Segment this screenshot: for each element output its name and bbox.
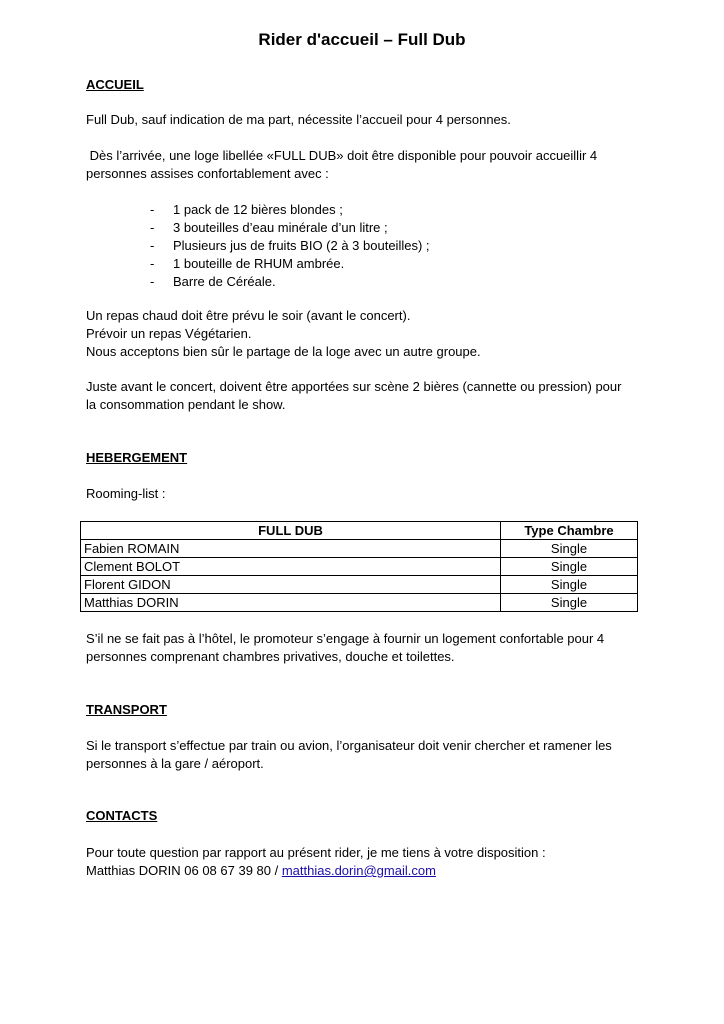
section-heading-transport: TRANSPORT bbox=[86, 702, 167, 717]
hebergement-note-line-2: personnes comprenant chambres privatives, douche et toilettes. bbox=[86, 649, 455, 664]
accueil-paragraph-5: Nous acceptons bien sûr le partage de la loge avec un autre groupe. bbox=[86, 344, 481, 359]
guest-name: Fabien ROMAIN bbox=[81, 540, 501, 558]
list-item bbox=[150, 237, 430, 255]
transport-line-2: personnes à la gare / aéroport. bbox=[86, 756, 264, 771]
list-item-text: 3 bouteilles d’eau minérale d’un litre ; bbox=[173, 220, 388, 235]
list-item-text: Plusieurs jus de fruits BIO (2 à 3 bouteilles) ; bbox=[173, 238, 430, 253]
contact-name-phone: Matthias DORIN 06 08 67 39 80 / bbox=[86, 863, 282, 878]
list-item-text: 1 pack de 12 bières blondes ; bbox=[173, 202, 343, 217]
accueil-paragraph-6-line-2: la consommation pendant le show. bbox=[86, 397, 286, 412]
table-row bbox=[81, 558, 638, 576]
document-title: Rider d'accueil – Full Dub bbox=[258, 30, 466, 49]
list-item bbox=[150, 201, 430, 219]
room-type: Single bbox=[501, 558, 638, 576]
transport-line-1: Si le transport s’effectue par train ou avion, l’organisateur doit venir chercher et ramener les bbox=[86, 738, 612, 753]
contacts-line-1: Pour toute question par rapport au présent rider, je me tiens à votre disposition : bbox=[86, 845, 546, 860]
room-type: Single bbox=[501, 576, 638, 594]
bullet-dash: - bbox=[150, 238, 155, 253]
list-item bbox=[150, 255, 430, 273]
list-item-text: 1 bouteille de RHUM ambrée. bbox=[173, 256, 345, 271]
list-item bbox=[150, 273, 430, 291]
contacts-line-2 bbox=[86, 862, 646, 880]
accueil-paragraph-4: Prévoir un repas Végétarien. bbox=[86, 326, 252, 341]
accueil-paragraph-1: Full Dub, sauf indication de ma part, nécessite l’accueil pour 4 personnes. bbox=[86, 112, 511, 127]
table-row bbox=[81, 594, 638, 612]
guest-name: Matthias DORIN bbox=[81, 594, 501, 612]
accueil-paragraph-3: Un repas chaud doit être prévu le soir (avant le concert). bbox=[86, 308, 411, 323]
bullet-dash: - bbox=[150, 274, 155, 289]
rooming-table bbox=[80, 521, 638, 612]
hebergement-note-line-1: S’il ne se fait pas à l’hôtel, le promoteur s’engage à fournir un logement confortable pour 4 bbox=[86, 631, 605, 646]
guest-name: Florent GIDON bbox=[81, 576, 501, 594]
section-heading-hebergement: HEBERGEMENT bbox=[86, 450, 188, 465]
list-item-text: Barre de Céréale. bbox=[173, 274, 276, 289]
email-link[interactable]: matthias.dorin@gmail.com bbox=[281, 863, 436, 878]
room-type: Single bbox=[501, 594, 638, 612]
bullet-dash: - bbox=[150, 256, 155, 271]
column-header-full-dub: FULL DUB bbox=[81, 522, 501, 540]
accueil-paragraph-2-line-2: personnes assises confortablement avec : bbox=[86, 166, 329, 181]
list-item bbox=[150, 219, 430, 237]
column-header-type-chambre: Type Chambre bbox=[501, 522, 638, 540]
table-row bbox=[81, 540, 638, 558]
room-type: Single bbox=[501, 540, 638, 558]
bullet-dash: - bbox=[150, 202, 155, 217]
guest-name: Clement BOLOT bbox=[81, 558, 501, 576]
table-header-row bbox=[81, 522, 638, 540]
loge-items-list bbox=[150, 201, 430, 291]
rooming-list-label: Rooming-list : bbox=[86, 486, 166, 501]
accueil-paragraph-2-line-1: Dès l’arrivée, une loge libellée «FULL DUB» doit être disponible pour pouvoir accueillir 4 bbox=[86, 148, 598, 163]
section-heading-accueil: ACCUEIL bbox=[86, 77, 144, 92]
section-heading-contacts: CONTACTS bbox=[86, 808, 158, 823]
bullet-dash: - bbox=[150, 220, 155, 235]
accueil-paragraph-6-line-1: Juste avant le concert, doivent être apportées sur scène 2 bières (cannette ou pression) pour bbox=[86, 379, 622, 394]
table-row bbox=[81, 576, 638, 594]
